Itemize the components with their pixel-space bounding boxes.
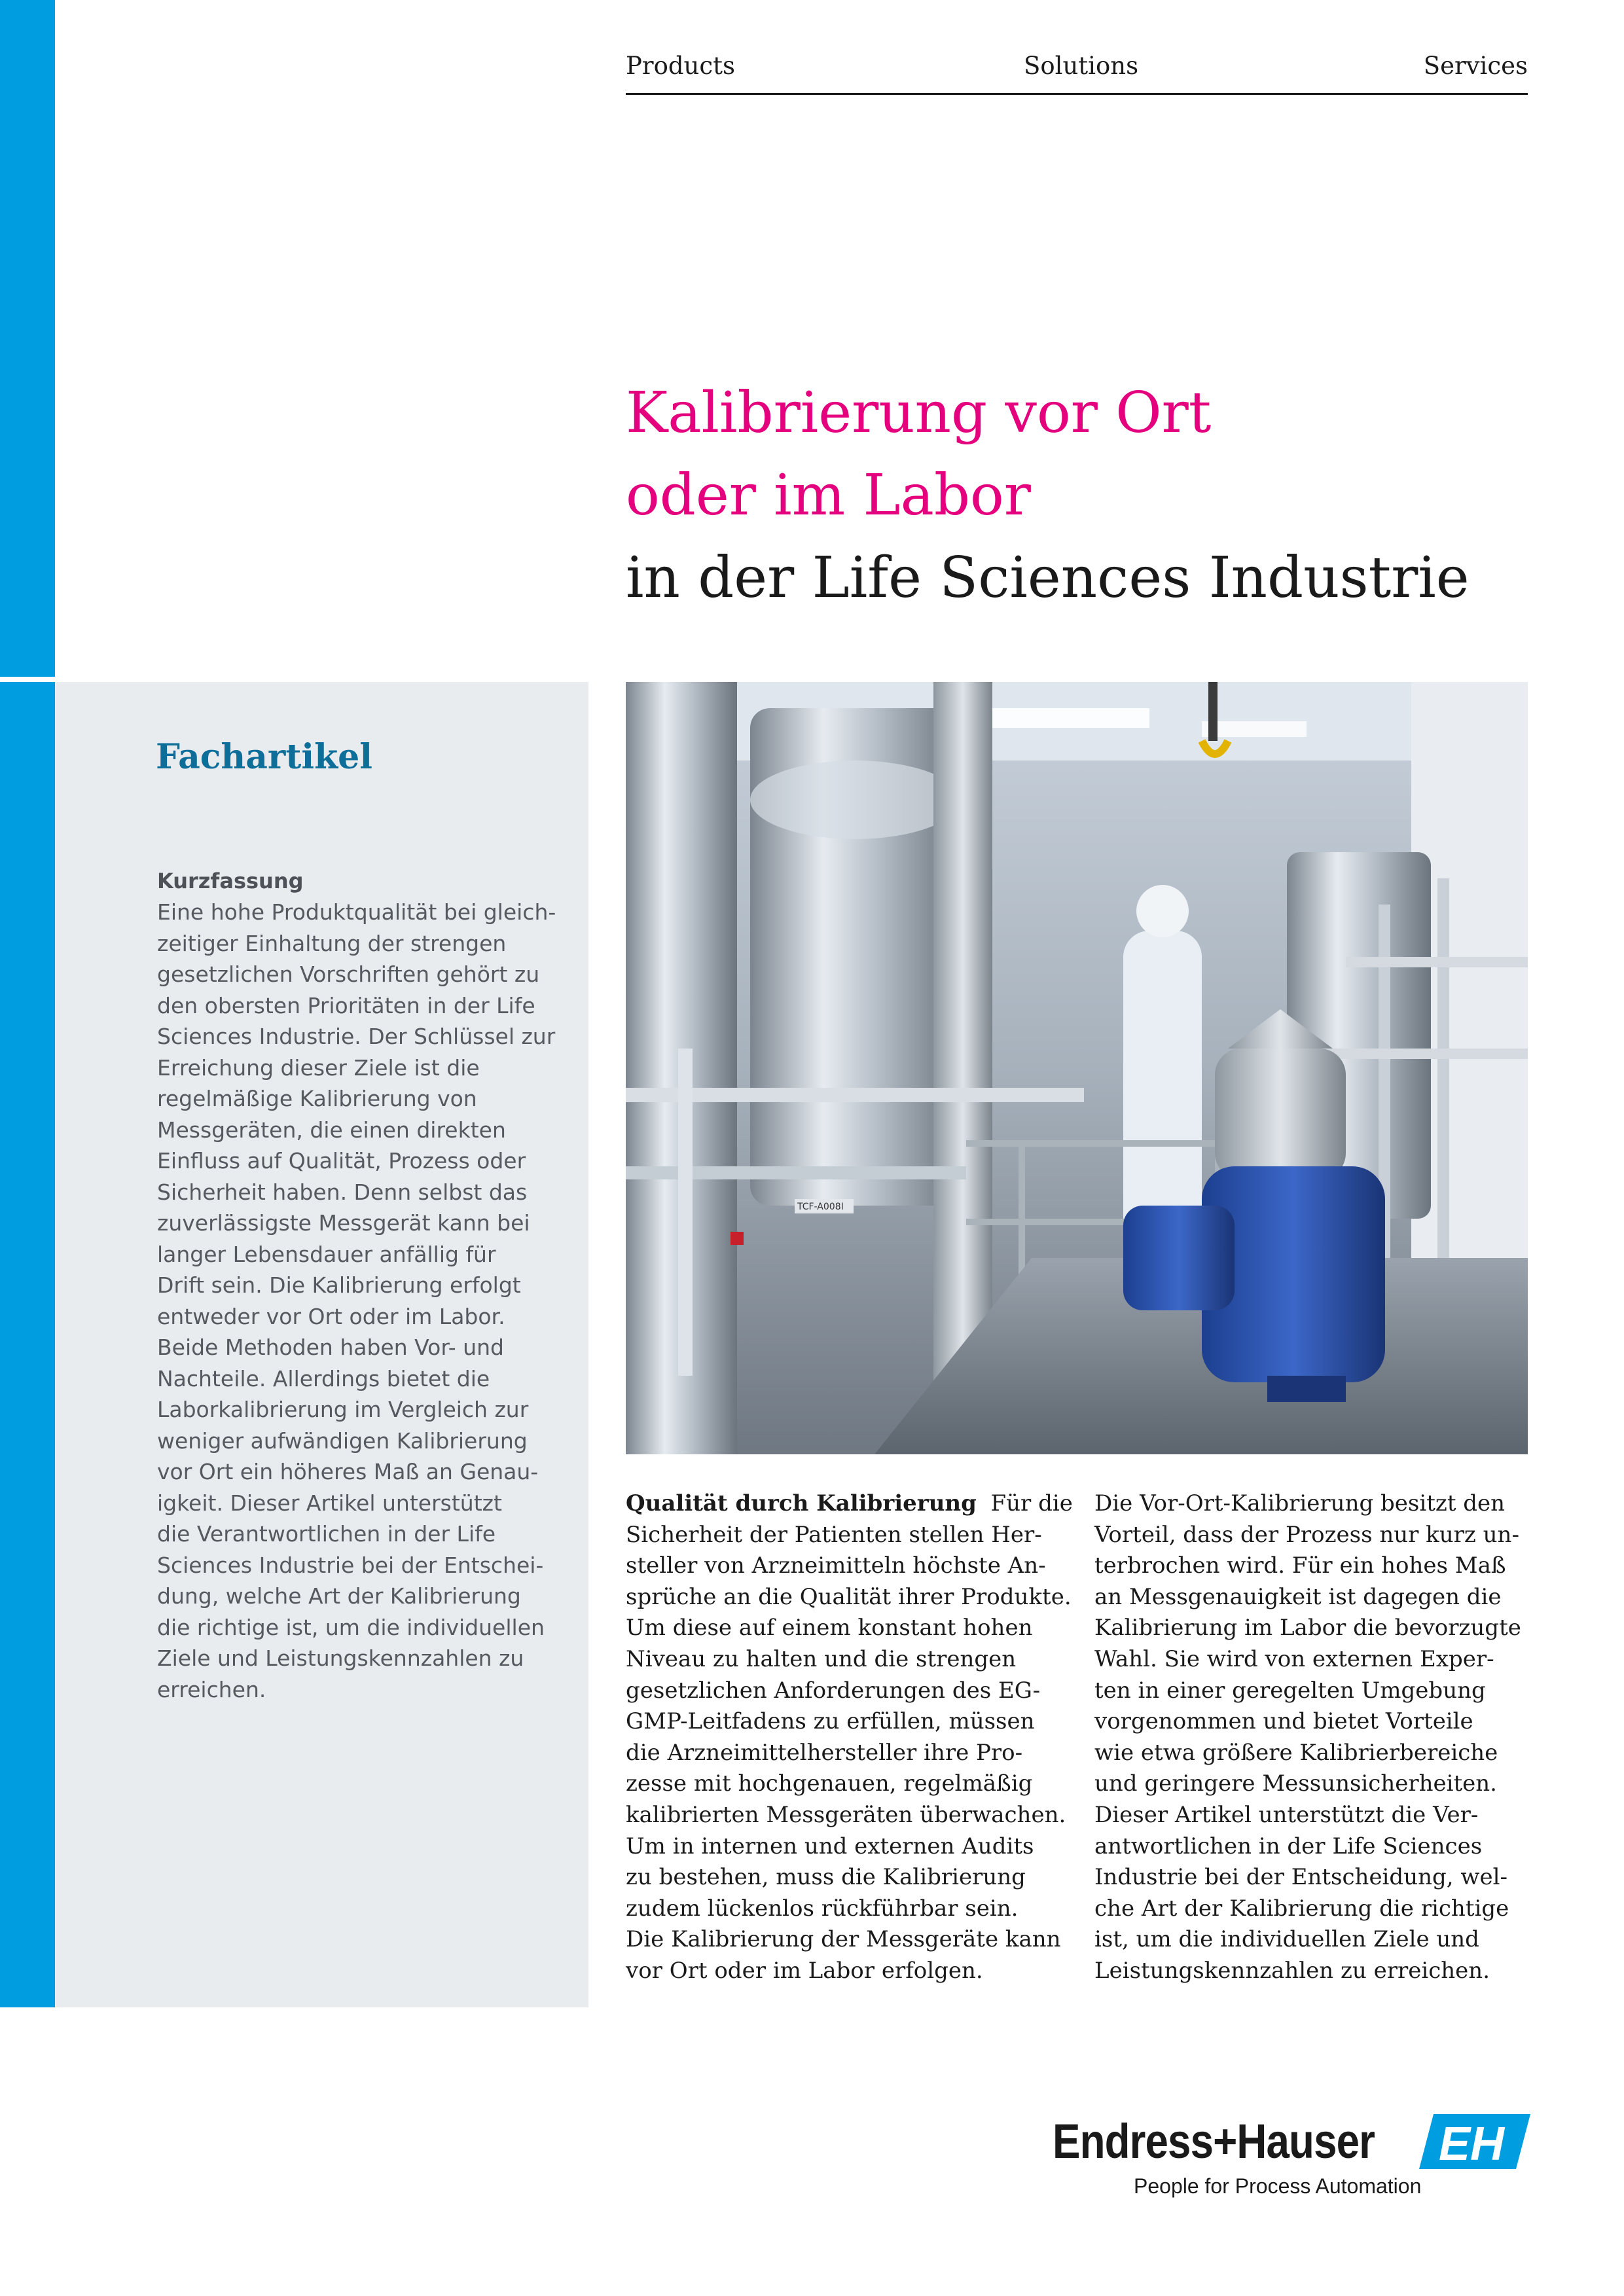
article-column-1-body: [626, 1520, 1084, 1987]
article-line: gesetzlichen Anforderungen des EG-: [626, 1677, 1041, 1704]
article-line: Wahl. Sie wird von externen Exper-: [1094, 1645, 1494, 1672]
article-line: GMP-Leitfadens zu erfüllen, müssen: [626, 1708, 1035, 1735]
endress-hauser-logo: [1053, 2114, 1530, 2199]
abstract-line: die Verantwortlichen in der Life: [157, 1521, 496, 1547]
article-line: kalibrierten Messgeräten überwachen.: [626, 1801, 1066, 1828]
abstract-line: die richtige ist, um die individuellen: [157, 1614, 545, 1640]
title-line-1: Kalibrierung vor Ort: [626, 380, 1212, 446]
abstract-line: dung, welche Art der Kalibrierung: [157, 1583, 521, 1609]
article-column-1: [626, 1488, 1084, 1987]
article-column-2-body: [1094, 1488, 1553, 1987]
abstract-line: erreichen.: [157, 1676, 266, 1702]
article-line: vorgenommen und bietet Vorteile: [1094, 1708, 1473, 1735]
article-line: die Arzneimittelhersteller ihre Pro-: [626, 1739, 1023, 1766]
abstract-heading: Kurzfassung: [157, 869, 304, 893]
abstract-line: zeitiger Einhaltung der strengen: [157, 930, 507, 956]
abstract-line: Beide Methoden haben Vor- und: [157, 1335, 504, 1360]
abstract-line: den obersten Prioritäten in der Life: [157, 992, 535, 1018]
accent-bar-bottom: [0, 682, 55, 2007]
abstract-line: Laborkalibrierung im Vergleich zur: [157, 1397, 529, 1422]
accent-bar-top: [0, 0, 55, 677]
article-line: antwortlichen in der Life Sciences: [1094, 1833, 1483, 1859]
article-subheading: Qualität durch Kalibrierung: [626, 1490, 977, 1516]
page-title: [626, 372, 1542, 619]
article-line: steller von Arzneimitteln höchste An-: [626, 1552, 1046, 1579]
section-heading-fachartikel: Fachartikel: [156, 737, 372, 777]
article-line: wie etwa größere Kalibrierbereiche: [1094, 1739, 1498, 1766]
abstract-line: Nachteile. Allerdings bietet die: [157, 1365, 490, 1391]
abstract-line: Eine hohe Produktqualität bei gleich-: [157, 899, 556, 925]
logo-brand-name: Endress+Hauser: [1053, 2114, 1375, 2168]
article-line: Dieser Artikel unterstützt die Ver-: [1094, 1801, 1479, 1828]
abstract-line: entweder vor Ort oder im Labor.: [157, 1303, 505, 1329]
eh-logo-mark-icon: [1419, 2114, 1530, 2169]
abstract-line: igkeit. Dieser Artikel unterstützt: [157, 1490, 502, 1516]
abstract-line: Sciences Industrie bei der Entschei-: [157, 1552, 544, 1578]
article-first-line-rest: Für die: [990, 1490, 1073, 1516]
title-line-3: in der Life Sciences Industrie: [626, 545, 1470, 611]
title-line-2: oder im Labor: [626, 463, 1031, 528]
article-line: zesse mit hochgenauen, regelmäßig: [626, 1770, 1033, 1797]
plant-illustration: [626, 682, 1528, 1454]
article-line: Um in internen und externen Audits: [626, 1833, 1034, 1859]
abstract-line: Sciences Industrie. Der Schlüssel zur: [157, 1024, 556, 1049]
article-line: sprüche an die Qualität ihrer Produkte.: [626, 1583, 1072, 1610]
article-line: Vorteil, dass der Prozess nur kurz un-: [1094, 1521, 1519, 1548]
abstract-line: langer Lebensdauer anfällig für: [157, 1241, 496, 1267]
abstract-line: Messgeräten, die einen direkten: [157, 1117, 506, 1143]
abstract-line: Drift sein. Die Kalibrierung erfolgt: [157, 1272, 521, 1298]
article-line: Kalibrierung im Labor die bevorzugte: [1094, 1615, 1521, 1641]
eh-mark-text: EH: [1439, 2118, 1505, 2169]
article-line: Die Kalibrierung der Messgeräte kann: [626, 1926, 1061, 1953]
abstract-text: [157, 865, 556, 1705]
article-line: Sicherheit der Patienten stellen Her-: [626, 1521, 1042, 1548]
article-line: zu bestehen, muss die Kalibrierung: [626, 1864, 1026, 1891]
abstract-line: Erreichung dieser Ziele ist die: [157, 1054, 480, 1081]
article-line: zudem lückenlos rückführbar sein.: [626, 1895, 1019, 1922]
article-line: und geringere Messunsicherheiten.: [1094, 1770, 1497, 1797]
article-line: Die Vor-Ort-Kalibrierung besitzt den: [1094, 1490, 1506, 1516]
article-first-line: [626, 1488, 1084, 1520]
top-navigation: [626, 51, 1528, 95]
nav-products-link[interactable]: Products: [626, 52, 735, 80]
article-line: Leistungskennzahlen zu erreichen.: [1094, 1957, 1490, 1984]
photo-tag-label: TCF-A008I: [797, 1202, 844, 1212]
article-line: che Art der Kalibrierung die richtige: [1094, 1895, 1509, 1922]
abstract-line: weniger aufwändigen Kalibrierung: [157, 1427, 528, 1454]
article-line: Um diese auf einem konstant hohen: [626, 1615, 1033, 1641]
article-line: ist, um die individuellen Ziele und: [1094, 1926, 1479, 1953]
abstract-line: regelmäßige Kalibrierung von: [157, 1086, 477, 1111]
abstract-line: Ziele und Leistungskennzahlen zu: [157, 1645, 524, 1671]
article-line: vor Ort oder im Labor erfolgen.: [626, 1957, 983, 1984]
article-line: terbrochen wird. Für ein hohes Maß: [1094, 1552, 1506, 1579]
article-line: Industrie bei der Entscheidung, wel-: [1094, 1864, 1507, 1891]
nav-solutions-link[interactable]: Solutions: [1024, 52, 1139, 80]
abstract-line: gesetzlichen Vorschriften gehört zu: [157, 961, 540, 987]
article-column-2: [1094, 1488, 1553, 1987]
abstract-line: Einfluss auf Qualität, Prozess oder: [157, 1148, 526, 1174]
abstract-line: zuverlässigste Messgerät kann bei: [157, 1210, 530, 1236]
nav-services-link[interactable]: Services: [1423, 52, 1528, 80]
abstract-body: [157, 897, 556, 1705]
article-line: ten in einer geregelten Umgebung: [1094, 1677, 1486, 1704]
abstract-line: Sicherheit haben. Denn selbst das: [157, 1179, 528, 1205]
logo-tagline: People for Process Automation: [1134, 2174, 1422, 2198]
abstract-line: vor Ort ein höheres Maß an Genau-: [157, 1459, 539, 1484]
article-line: an Messgenauigkeit ist dagegen die: [1094, 1583, 1502, 1610]
article-line: Niveau zu halten und die strengen: [626, 1645, 1017, 1672]
hero-photo-pharma-plant: [626, 682, 1528, 1454]
